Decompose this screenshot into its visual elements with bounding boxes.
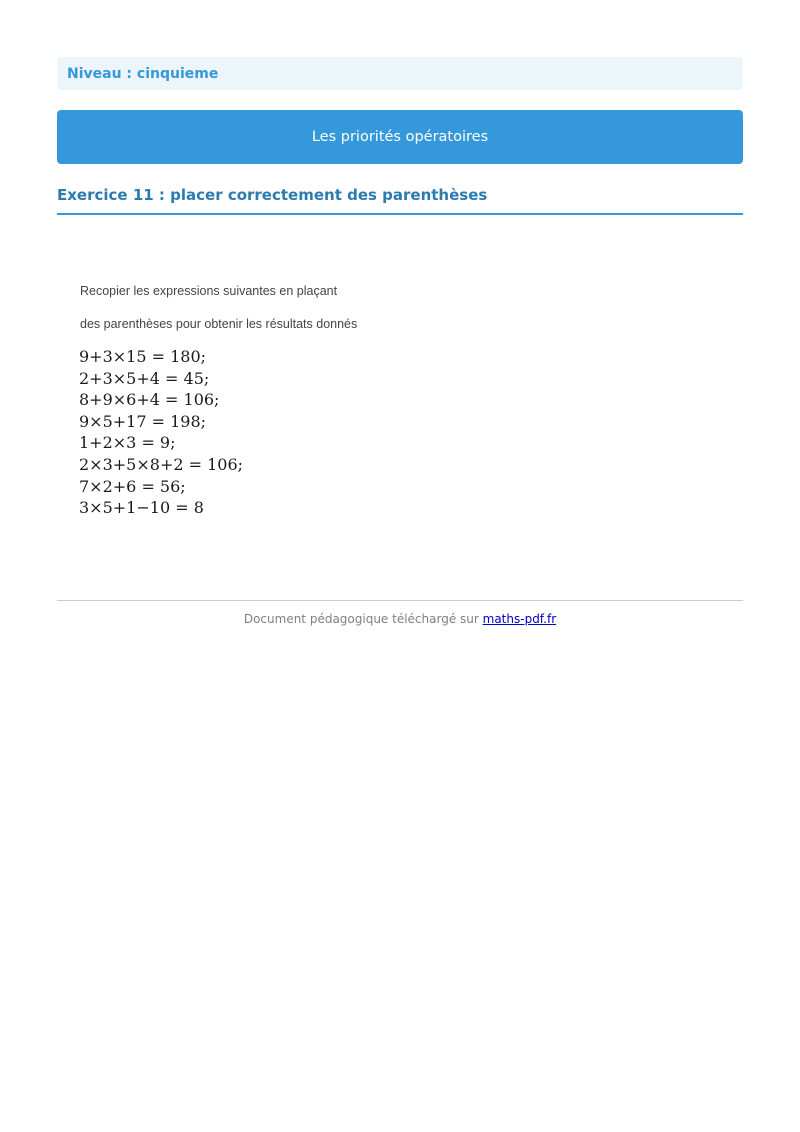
expression-item: 7×2+6 = 56; [79, 476, 186, 496]
expression-list [79, 346, 243, 519]
footer-link[interactable]: maths-pdf.fr [482, 612, 557, 626]
level-label: Niveau : cinquieme [67, 65, 219, 82]
expression-item: 3×5+1−10 = 8 [79, 498, 204, 518]
footer [57, 612, 743, 626]
page-title: Les priorités opératoires [311, 129, 489, 145]
expression-item: 2×3+5×8+2 = 106; [79, 454, 244, 474]
expression-item: 1+2×3 = 9; [79, 433, 176, 453]
footer-text: Document pédagogique téléchargé sur [243, 612, 483, 626]
instruction-line-2: des parenthèses pour obtenir les résultats donnés [80, 317, 358, 331]
level-badge [57, 57, 743, 90]
exercise-content [57, 270, 743, 530]
expression-item: 9×5+17 = 198; [79, 411, 207, 431]
expression-item: 9+3×15 = 180; [79, 347, 207, 366]
expression-item: 2+3×5+4 = 45; [79, 368, 210, 388]
exercise-heading: Exercice 11 : placer correctement des parenthèses [57, 185, 743, 215]
instruction-line-1: Recopier les expressions suivantes en plaçant [80, 284, 338, 298]
footer-divider [57, 600, 743, 601]
expression-item: 8+9×6+4 = 106; [79, 390, 220, 410]
title-banner [57, 110, 743, 164]
